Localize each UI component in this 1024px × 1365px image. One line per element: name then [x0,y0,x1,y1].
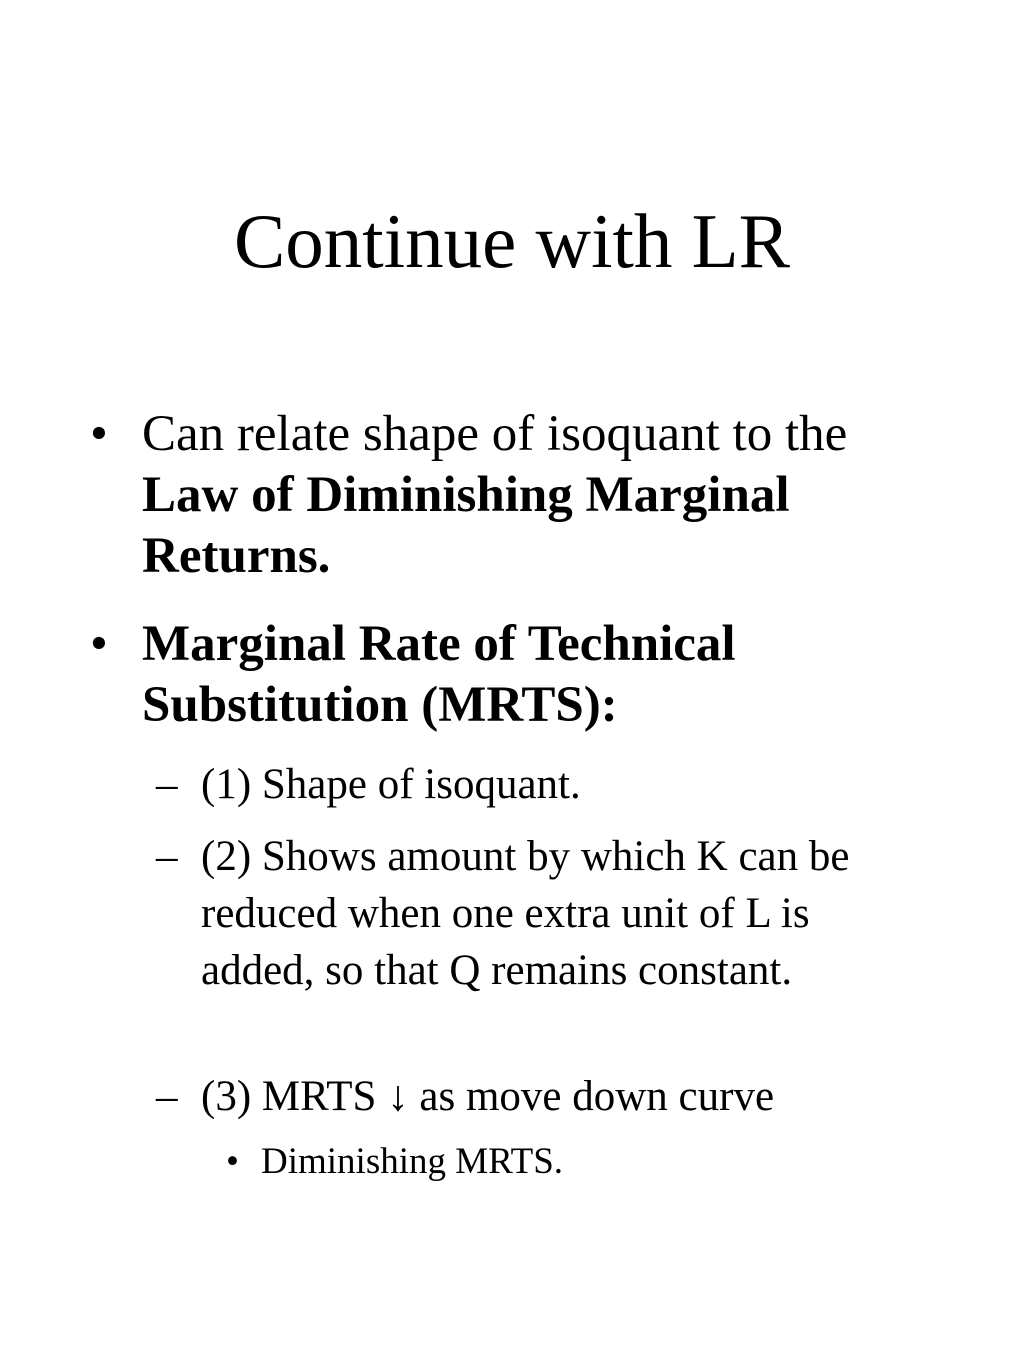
dash-marker: – [156,1073,178,1120]
bullet-marker: • [90,406,108,462]
bullet-marker: • [226,1141,239,1182]
sub-sub-item [226,1140,961,1184]
slide-title: Continue with LR [233,198,791,284]
sub-item [156,756,961,813]
bullet-marker: • [90,616,108,672]
bullet-item [90,614,942,736]
bullet-bold-text: Law of Diminishing Marginal Returns. [142,467,790,584]
sub-sub-item-text: Diminishing MRTS. [261,1141,564,1182]
sub-item-text: (3) MRTS ↓ as move down curve [201,1073,775,1120]
sub-item [156,828,891,999]
dash-marker: – [156,761,178,808]
bullet-bold-text: Marginal Rate of Technical Substitution (MRTS): [142,616,736,733]
bullet-item [90,404,942,587]
bullet-text: Can relate shape of isoquant to the [142,406,848,462]
sub-item-text: (2) Shows amount by which K can be reduced when one extra unit of L is added, so that Q remains constant. [201,833,850,994]
dash-marker: – [156,833,178,880]
sub-item-text: (1) Shape of isoquant. [201,761,581,808]
sub-item [156,1068,961,1125]
